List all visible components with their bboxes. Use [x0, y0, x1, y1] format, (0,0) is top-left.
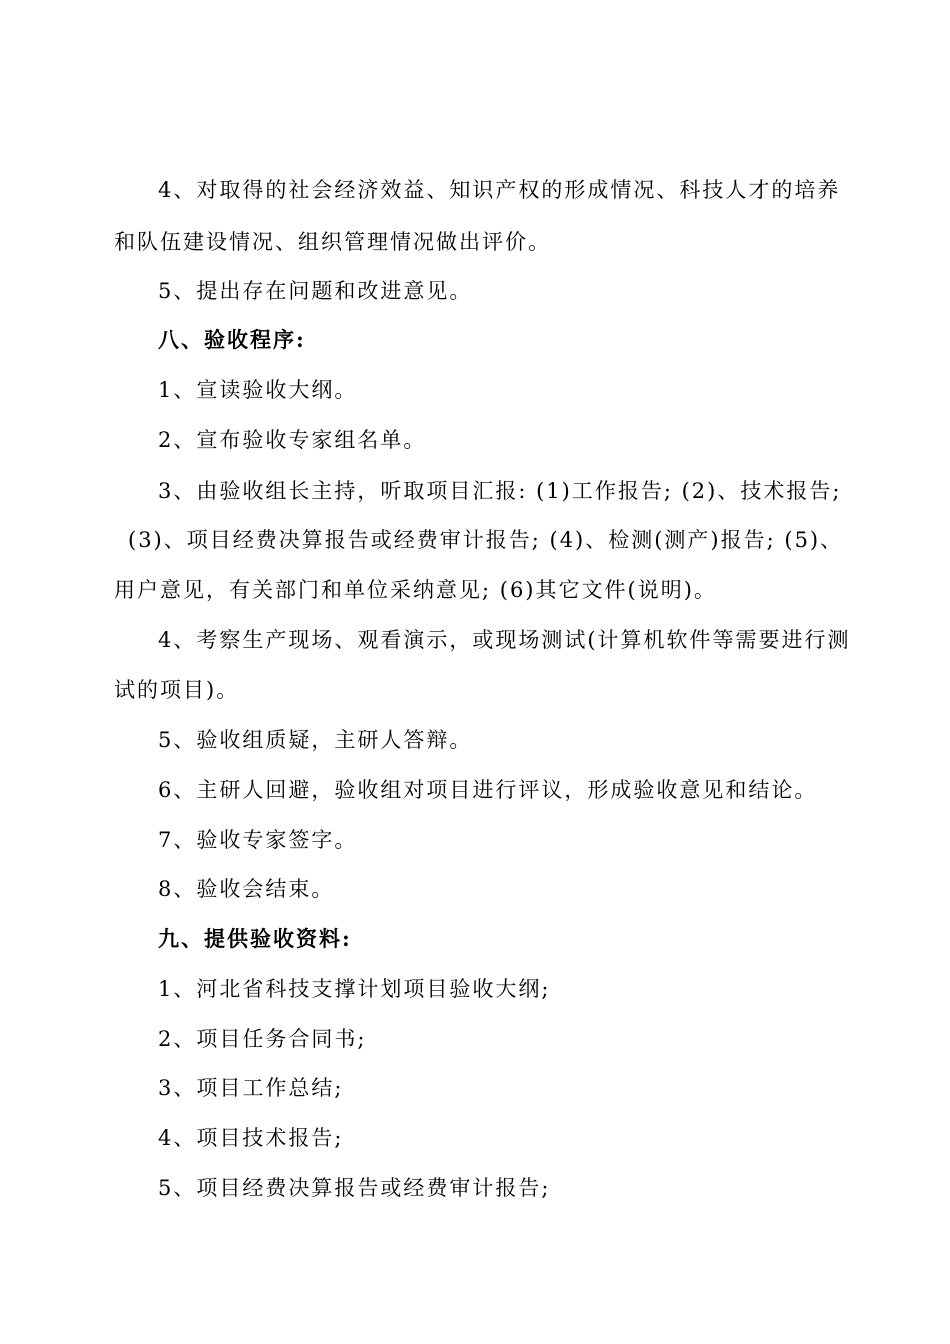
paragraph-line: 用户意见，有关部门和单位采纳意见; (6)其它文件(说明)。 [114, 578, 717, 602]
paragraph-line: 和队伍建设情况、组织管理情况做出评价。 [114, 230, 551, 254]
paragraph-line: 2、宣布验收专家组名单。 [158, 428, 427, 452]
section-heading: 九、提供验收资料: [158, 926, 352, 951]
paragraph-line: 1、宣读验收大纲。 [158, 378, 358, 402]
paragraph-line: 试的项目)。 [114, 678, 240, 702]
paragraph-line: 8、验收会结束。 [158, 877, 335, 901]
section-heading: 八、验收程序: [158, 327, 306, 352]
paragraph-line: 4、对取得的社会经济效益、知识产权的形成情况、科技人才的培养 [158, 178, 841, 202]
paragraph-line: 6、主研人回避，验收组对项目进行评议，形成验收意见和结论。 [158, 778, 818, 802]
paragraph-line: 1、河北省科技支撑计划项目验收大纲; [158, 977, 551, 1001]
paragraph-line: 4、考察生产现场、观看演示，或现场测试(计算机软件等需要进行测 [158, 628, 851, 652]
paragraph-line: 5、项目经费决算报告或经费审计报告; [158, 1176, 551, 1200]
paragraph-line: 3、由验收组长主持，听取项目汇报: (1)工作报告; (2)、技术报告; [158, 479, 842, 503]
paragraph-line: 4、项目技术报告; [158, 1126, 344, 1150]
paragraph-line: (3)、项目经费决算报告或经费审计报告; (4)、检测(测产)报告; (5)、 [128, 528, 844, 552]
paragraph-line: 7、验收专家签字。 [158, 828, 358, 852]
paragraph-line: 2、项目任务合同书; [158, 1027, 367, 1051]
paragraph-line: 5、提出存在问题和改进意见。 [158, 279, 473, 303]
paragraph-line: 5、验收组质疑，主研人答辩。 [158, 728, 473, 752]
paragraph-line: 3、项目工作总结; [158, 1076, 344, 1100]
